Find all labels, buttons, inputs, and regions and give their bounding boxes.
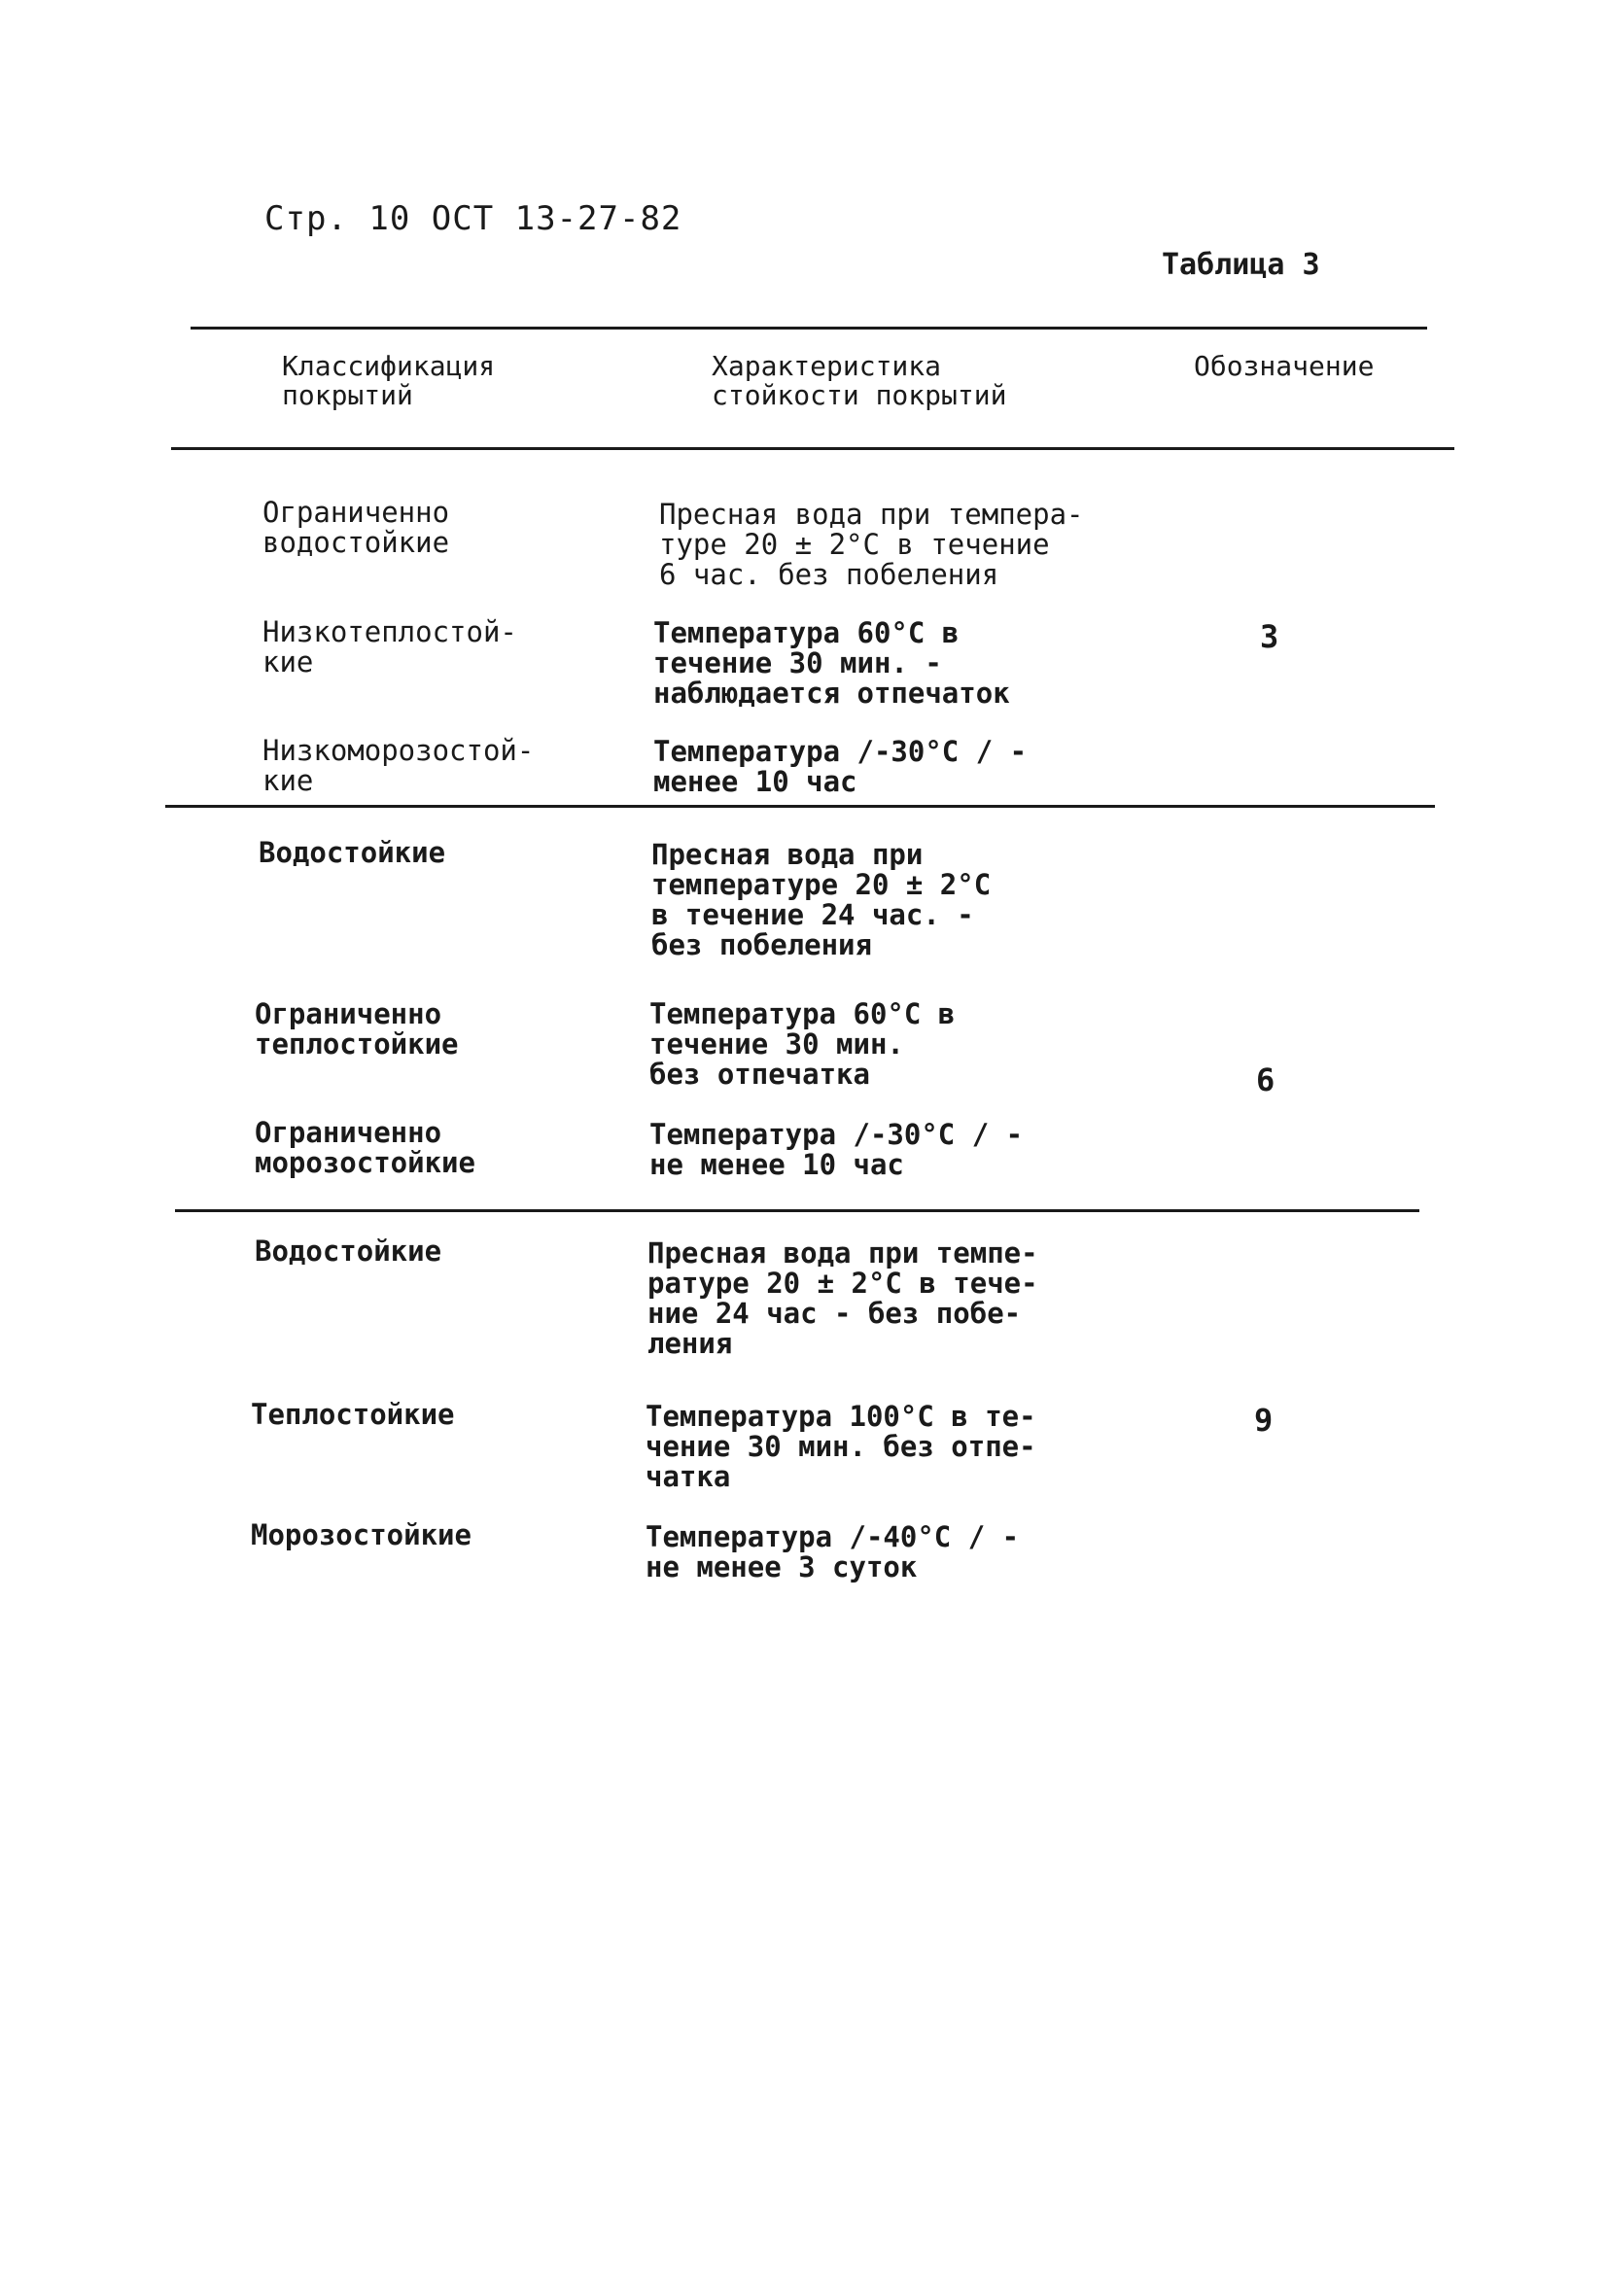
- cell-group3-row1-characteristic: Пресная вода при темпе- ратуре 20 ± 2°C в тече- ние 24 час - без побе- ления: [647, 1236, 1038, 1360]
- column-header-designation: Обозначение: [1194, 350, 1375, 382]
- cell-group3-row2-characteristic: Температура 100°C в те- чение 30 мин. без отпе- чатка: [646, 1400, 1036, 1493]
- cell-group2-row2-classification: Ограниченно теплостойкие: [255, 997, 459, 1061]
- cell-group2-row3-classification: Ограниченно морозостойкие: [255, 1116, 475, 1179]
- cell-group1-row1-classification: Ограниченно водостойкие: [262, 496, 450, 559]
- cell-group1-row3-classification: Низкоморозостой- кие: [262, 734, 535, 797]
- column-header-characteristic: Характеристика стойкости покрытий: [712, 350, 1007, 411]
- designation-group2: 6: [1256, 1061, 1275, 1098]
- column-header-classification: Классификация покрытий: [282, 350, 496, 411]
- page-header: Стр. 10 ОСТ 13-27-82: [264, 199, 682, 238]
- table-label: Таблица 3: [1162, 248, 1320, 282]
- cell-group2-row2-characteristic: Температура 60°C в течение 30 мин. без отпечатка: [649, 997, 956, 1091]
- designation-group3: 9: [1254, 1402, 1274, 1439]
- cell-group1-row3-characteristic: Температура /-30°C / - менее 10 час: [653, 735, 1028, 798]
- cell-group2-row1-classification: Водостойкие: [259, 836, 446, 869]
- cell-group1-row2-characteristic: Температура 60°C в течение 30 мин. - наблюдается отпечаток: [653, 616, 1010, 710]
- cell-group1-row1-characteristic: Пресная вода при темпера- туре 20 ± 2°C в течение 6 час. без побеления: [659, 498, 1084, 591]
- cell-group2-row1-characteristic: Пресная вода при температуре 20 ± 2°C в течение 24 час. - без побеления: [651, 838, 992, 961]
- header-rule: [171, 447, 1454, 450]
- designation-group1: 3: [1260, 618, 1279, 655]
- cell-group2-row3-characteristic: Температура /-30°C / - не менее 10 час: [649, 1118, 1024, 1181]
- table-top-rule: [191, 327, 1427, 330]
- group2-rule: [175, 1209, 1419, 1212]
- cell-group3-row3-characteristic: Температура /-40°C / - не менее 3 суток: [646, 1520, 1020, 1583]
- group1-rule: [165, 805, 1435, 808]
- cell-group1-row2-classification: Низкотеплостой- кие: [262, 615, 517, 678]
- cell-group3-row2-classification: Теплостойкие: [251, 1398, 455, 1431]
- cell-group3-row1-classification: Водостойкие: [255, 1235, 442, 1268]
- cell-group3-row3-classification: Морозостойкие: [251, 1518, 472, 1551]
